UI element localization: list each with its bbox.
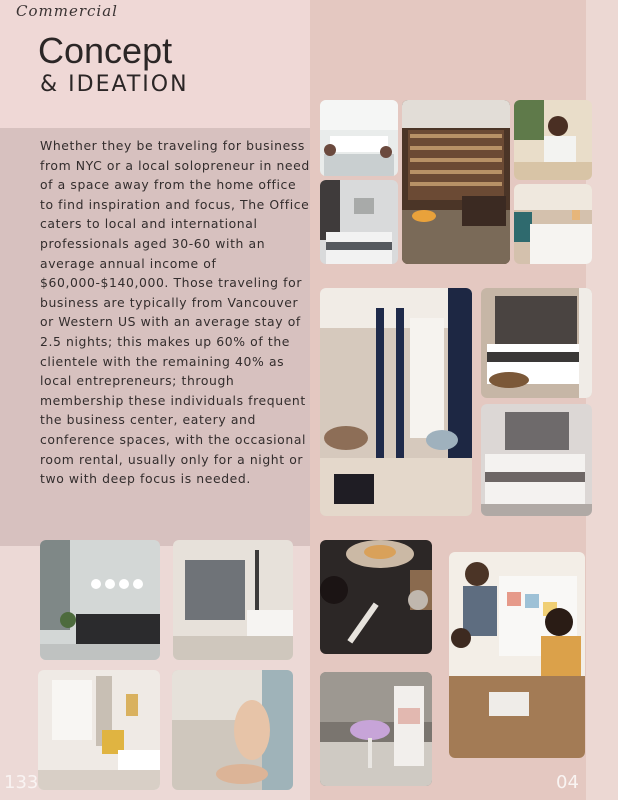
photo-man-working	[514, 100, 592, 180]
photo-bedroom-grey	[320, 180, 398, 264]
section-script-label: Commercial	[16, 2, 118, 20]
page-number-left: 133	[4, 772, 39, 793]
photo-bright-room	[38, 670, 160, 790]
photo-suite-view	[173, 540, 293, 660]
page-number-right: 04	[556, 772, 579, 793]
photo-cocktail-gin	[320, 672, 432, 786]
photo-bedroom-twin	[481, 404, 592, 516]
page-subtitle: & IDEATION	[40, 72, 189, 97]
page-title: Concept	[38, 30, 173, 71]
photo-coffee-table	[320, 540, 432, 654]
photo-library-lounge	[402, 100, 510, 264]
photo-reception-desk	[320, 100, 398, 176]
photo-hotel-lobby	[320, 288, 472, 516]
photo-bedroom-dark	[481, 288, 592, 398]
concept-paragraph: Whether they be traveling for business from NYC or a local solopreneur in need of a space away from the home office to find inspiration and focus, The Office caters to local and international professionals aged 30-60 with an average annual income of $60,000-$140,000. Those traveling for business are typically from Vancouver or Western US with an average stay of 2.5 nights; this makes up 60% of the clientele with the remaining 40% as local entrepreneurs; through membership these individuals frequent the business center, eatery and conference spaces, with the occasional room rental, usually only for a night or two with deep focus is needed.	[40, 138, 310, 487]
photo-bedroom-teal	[514, 184, 592, 264]
photo-lobby-desk	[40, 540, 160, 660]
photo-meditation	[172, 670, 293, 790]
photo-team-meeting	[449, 552, 585, 758]
